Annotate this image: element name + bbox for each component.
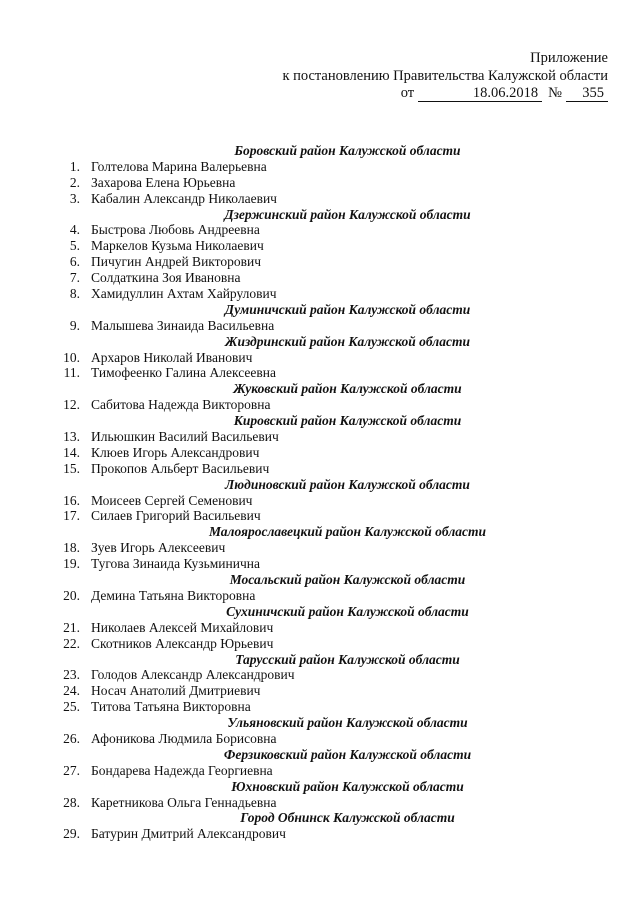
district-heading: Город Обнинск Калужской области xyxy=(240,810,455,826)
district-heading: Ульяновский район Калужской области xyxy=(227,715,468,731)
appendix-header xyxy=(282,50,608,103)
person-name: Моисеев Сергей Семенович xyxy=(91,492,253,508)
district-heading: Кировский район Калужской области xyxy=(233,413,462,429)
nominee-list xyxy=(0,143,640,842)
list-item xyxy=(0,238,640,254)
person-name: Пичугин Андрей Викторович xyxy=(91,254,262,270)
list-item xyxy=(0,254,640,270)
list-item xyxy=(0,350,640,366)
district-heading: Малоярославецкий район Калужской области xyxy=(208,524,487,540)
district-heading: Мосальский район Калужской области xyxy=(229,572,466,588)
list-item-number: 7. xyxy=(69,270,80,286)
appendix-title: Приложение xyxy=(530,50,608,66)
list-item-number: 23. xyxy=(63,667,80,683)
person-name: Быстрова Любовь Андреевна xyxy=(91,222,260,238)
list-item-number: 16. xyxy=(63,492,80,508)
number-label: № xyxy=(548,85,562,101)
resolution-date: 18.06.2018 xyxy=(418,86,542,102)
person-name: Сабитова Надежда Викторовна xyxy=(91,397,271,413)
list-item-number: 9. xyxy=(69,317,80,333)
list-item-number: 10. xyxy=(63,349,80,365)
list-item xyxy=(0,270,640,286)
person-name: Голодов Александр Александрович xyxy=(91,667,295,683)
date-number-line xyxy=(282,85,608,103)
list-item xyxy=(0,556,640,572)
list-item xyxy=(0,286,640,302)
district-heading: Жиздринский район Калужской области xyxy=(225,333,470,349)
list-item-number: 13. xyxy=(63,429,80,445)
list-item xyxy=(0,365,640,381)
list-item-number: 2. xyxy=(69,174,80,190)
person-name: Прокопов Альберт Васильевич xyxy=(91,460,270,476)
list-item-number: 5. xyxy=(69,238,80,254)
list-item-number: 29. xyxy=(63,826,80,842)
person-name: Голтелова Марина Валерьевна xyxy=(91,158,267,174)
list-item-number: 24. xyxy=(63,683,80,699)
resolution-number: 355 xyxy=(566,86,608,102)
person-name: Захарова Елена Юрьевна xyxy=(91,174,236,190)
person-name: Архаров Николай Иванович xyxy=(91,349,253,365)
list-item xyxy=(0,826,640,842)
list-item xyxy=(0,588,640,604)
list-item xyxy=(0,159,640,175)
list-item-number: 6. xyxy=(69,254,80,270)
list-item-number: 14. xyxy=(63,444,80,460)
list-item-number: 8. xyxy=(69,286,80,302)
district-heading: Думиничский район Калужской области xyxy=(224,301,471,317)
person-name: Хамидуллин Ахтам Хайрулович xyxy=(91,286,277,302)
list-item xyxy=(0,397,640,413)
resolution-reference: к постановлению Правительства Калужской области xyxy=(282,67,608,84)
list-item-number: 22. xyxy=(63,635,80,651)
person-name: Силаев Григорий Васильевич xyxy=(91,508,261,524)
district-heading: Дзержинский район Калужской области xyxy=(224,206,471,222)
list-item-number: 11. xyxy=(63,365,80,381)
list-item xyxy=(0,461,640,477)
list-item-number: 17. xyxy=(63,508,80,524)
district-heading: Сухиничский район Калужской области xyxy=(226,603,469,619)
person-name: Каретникова Ольга Геннадьевна xyxy=(91,794,277,810)
list-item xyxy=(0,667,640,683)
list-item xyxy=(0,493,640,509)
list-item xyxy=(0,731,640,747)
person-name: Ильюшкин Василий Васильевич xyxy=(91,429,279,445)
list-item xyxy=(0,445,640,461)
person-name: Кабалин Александр Николаевич xyxy=(91,190,277,206)
list-item-number: 18. xyxy=(63,540,80,556)
list-item xyxy=(0,191,640,207)
list-item xyxy=(0,508,640,524)
person-name: Маркелов Кузьма Николаевич xyxy=(91,238,264,254)
list-item-number: 20. xyxy=(63,587,80,603)
person-name: Титова Татьяна Викторовна xyxy=(91,699,251,715)
list-item xyxy=(0,763,640,779)
district-heading: Людиновский район Калужской области xyxy=(225,476,470,492)
list-item-number: 21. xyxy=(63,619,80,635)
person-name: Николаев Алексей Михайлович xyxy=(91,619,274,635)
list-item xyxy=(0,636,640,652)
list-item xyxy=(0,540,640,556)
list-item xyxy=(0,318,640,334)
list-item-number: 4. xyxy=(69,222,80,238)
list-item-number: 1. xyxy=(69,158,80,174)
list-item-number: 27. xyxy=(63,762,80,778)
person-name: Зуев Игорь Алексеевич xyxy=(91,540,226,556)
person-name: Скотников Александр Юрьевич xyxy=(91,635,274,651)
list-item xyxy=(0,175,640,191)
person-name: Клюев Игорь Александрович xyxy=(91,444,260,460)
person-name: Бондарева Надежда Георгиевна xyxy=(91,762,273,778)
date-label: от xyxy=(400,85,415,101)
list-item xyxy=(0,429,640,445)
district-heading: Жуковский район Калужской области xyxy=(233,381,462,397)
person-name: Малышева Зинаида Васильевна xyxy=(91,317,275,333)
list-item xyxy=(0,699,640,715)
district-heading: Ферзиковский район Калужской области xyxy=(223,746,472,762)
list-item-number: 3. xyxy=(69,190,80,206)
list-item xyxy=(0,620,640,636)
list-item-number: 12. xyxy=(63,397,80,413)
list-item-number: 26. xyxy=(63,730,80,746)
list-item xyxy=(0,222,640,238)
list-item-number: 28. xyxy=(63,794,80,810)
person-name: Батурин Дмитрий Александрович xyxy=(91,826,286,842)
person-name: Носач Анатолий Дмитриевич xyxy=(91,683,261,699)
list-item-number: 19. xyxy=(63,556,80,572)
district-heading: Тарусский район Калужской области xyxy=(235,651,460,667)
district-heading: Боровский район Калужской области xyxy=(234,143,461,158)
list-item-number: 25. xyxy=(63,699,80,715)
person-name: Афоникова Людмила Борисовна xyxy=(91,730,277,746)
list-item-number: 15. xyxy=(63,460,80,476)
list-item xyxy=(0,795,640,811)
person-name: Демина Татьяна Викторовна xyxy=(91,587,256,603)
person-name: Солдаткина Зоя Ивановна xyxy=(91,270,241,286)
district-heading: Юхновский район Калужской области xyxy=(231,778,464,794)
person-name: Тугова Зинаида Кузьминична xyxy=(91,556,260,572)
list-item xyxy=(0,683,640,699)
person-name: Тимофеенко Галина Алексеевна xyxy=(91,365,276,381)
